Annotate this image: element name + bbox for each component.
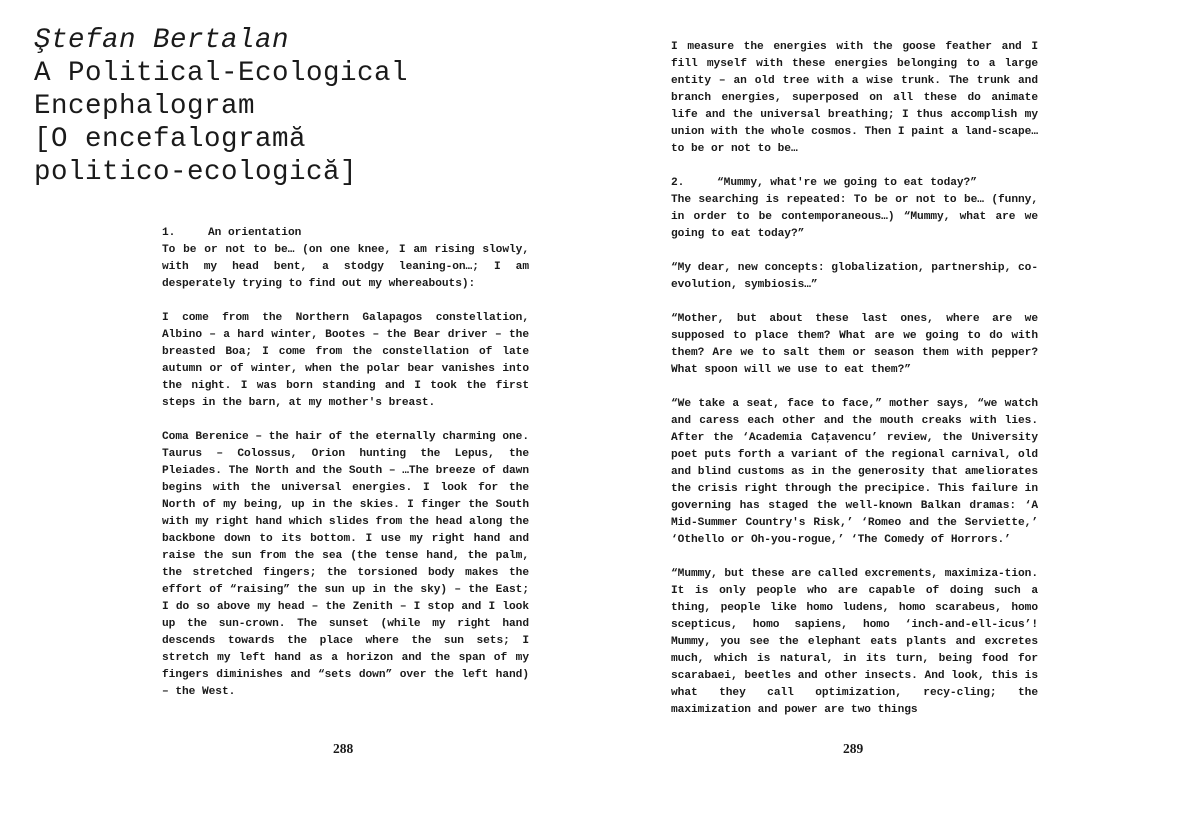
section-heading-1: [162, 225, 529, 242]
section-title: “Mummy, what're we going to eat today?”: [717, 177, 977, 189]
section-title: An orientation: [208, 227, 302, 239]
paragraph: “We take a seat, face to face,” mother says, “we watch and caress each other and the mouth creaks with lies. After the ‘Academia Caţavencu’ review, the University poet puts forth a variant of the regional carnival, old and blind customs as in the generosity that ameliorates the crisis right through the precipice. This failure in governing has staged the well-known Balkan dramas: ‘A Mid-Summer Country's Risk,’ ‘Romeo and the Serviette,’ ‘Othello or Oh-you-rogue,’ ‘The Comedy of Horrors.’: [671, 398, 1038, 546]
title-line-1: A Political-Ecological: [34, 58, 409, 89]
section-number: 2.: [671, 177, 685, 189]
section-heading-2: [671, 175, 1038, 192]
section-number: 1.: [162, 227, 176, 239]
author-name: Ştefan Bertalan: [34, 25, 290, 56]
paragraph: The searching is repeated: To be or not to be… (funny, in order to be contemporaneous…) “Mummy, what are we going to eat today?”: [671, 194, 1038, 240]
paragraph: Coma Berenice – the hair of the eternally charming one. Taurus – Colossus, Orion hunting the Lepus, the Pleiades. The North and the South – …The breeze of dawn begins with the universal energies. I look for the North of my being, up in the skies. I finger the South with my right hand which slides from the head along the backbone down to its bottom. I use my right hand and raise the sun from the sea (the tense hand, the palm, the stretched fingers; the torsioned body makes the effort of “raising” the sun up in the sky) – the East; I do so above my head – the Zenith – I stop and I look up the sun-crown. The sunset (while my right hand descends towards the place where the sun sets; I stretch my left hand as a horizon and the span of my fingers diminishes and “sets down” over the left hand) – the West.: [162, 431, 529, 698]
left-text-column: [162, 225, 529, 701]
paragraph: “Mummy, but these are called excrements, maximiza-tion. It is only people who are capable of doing such a thing, people like homo ludens, homo scarabeus, homo scepticus, homo sapiens, homo ‘inch-and-ell-icus’! Mummy, you see the elephant eats plants and excretes much, which is natural, in its turn, being food for scarabaei, beetles and other insects. And look, this is what they call optimization, recy-cling; the maximization and power are two things: [671, 568, 1038, 716]
paragraph: I measure the energies with the goose feather and I fill myself with these energies belonging to a large entity – an old tree with a wise trunk. The trunk and branch energies, superposed on all these do animate life and the universal breathing; I thus accomplish my union with the whole cosmos. Then I paint a land-scape… to be or not to be…: [671, 41, 1038, 155]
page-number: 289: [843, 741, 864, 756]
paragraph: “Mother, but about these last ones, where are we supposed to place them? What are we going to do with them? Are we to salt them or season them with pepper? What spoon will we use to eat them?”: [671, 313, 1038, 376]
right-page: [600, 0, 1200, 818]
paragraph: “My dear, new concepts: globalization, partnership, co-evolution, symbiosis…”: [671, 262, 1038, 291]
title-line-2: Encephalogram: [34, 91, 256, 122]
title-line-3: [O encefalogramă: [34, 124, 307, 155]
right-text-column: [671, 39, 1038, 719]
title-block: [34, 24, 408, 189]
title-line-4: politico-ecologică]: [34, 157, 358, 188]
page-number: 288: [333, 741, 354, 756]
paragraph: To be or not to be… (on one knee, I am rising slowly, with my head bent, a stodgy leaning-on…; I am desperately trying to find out my whereabouts):: [162, 244, 529, 290]
paragraph: I come from the Northern Galapagos constellation, Albino – a hard winter, Bootes – the Bear driver – the breasted Boa; I come from the constellation of late autumn or of winter, when the polar bear vanishes into the night. I was born standing and I took the first steps in the barn, at my mother's breast.: [162, 312, 529, 409]
